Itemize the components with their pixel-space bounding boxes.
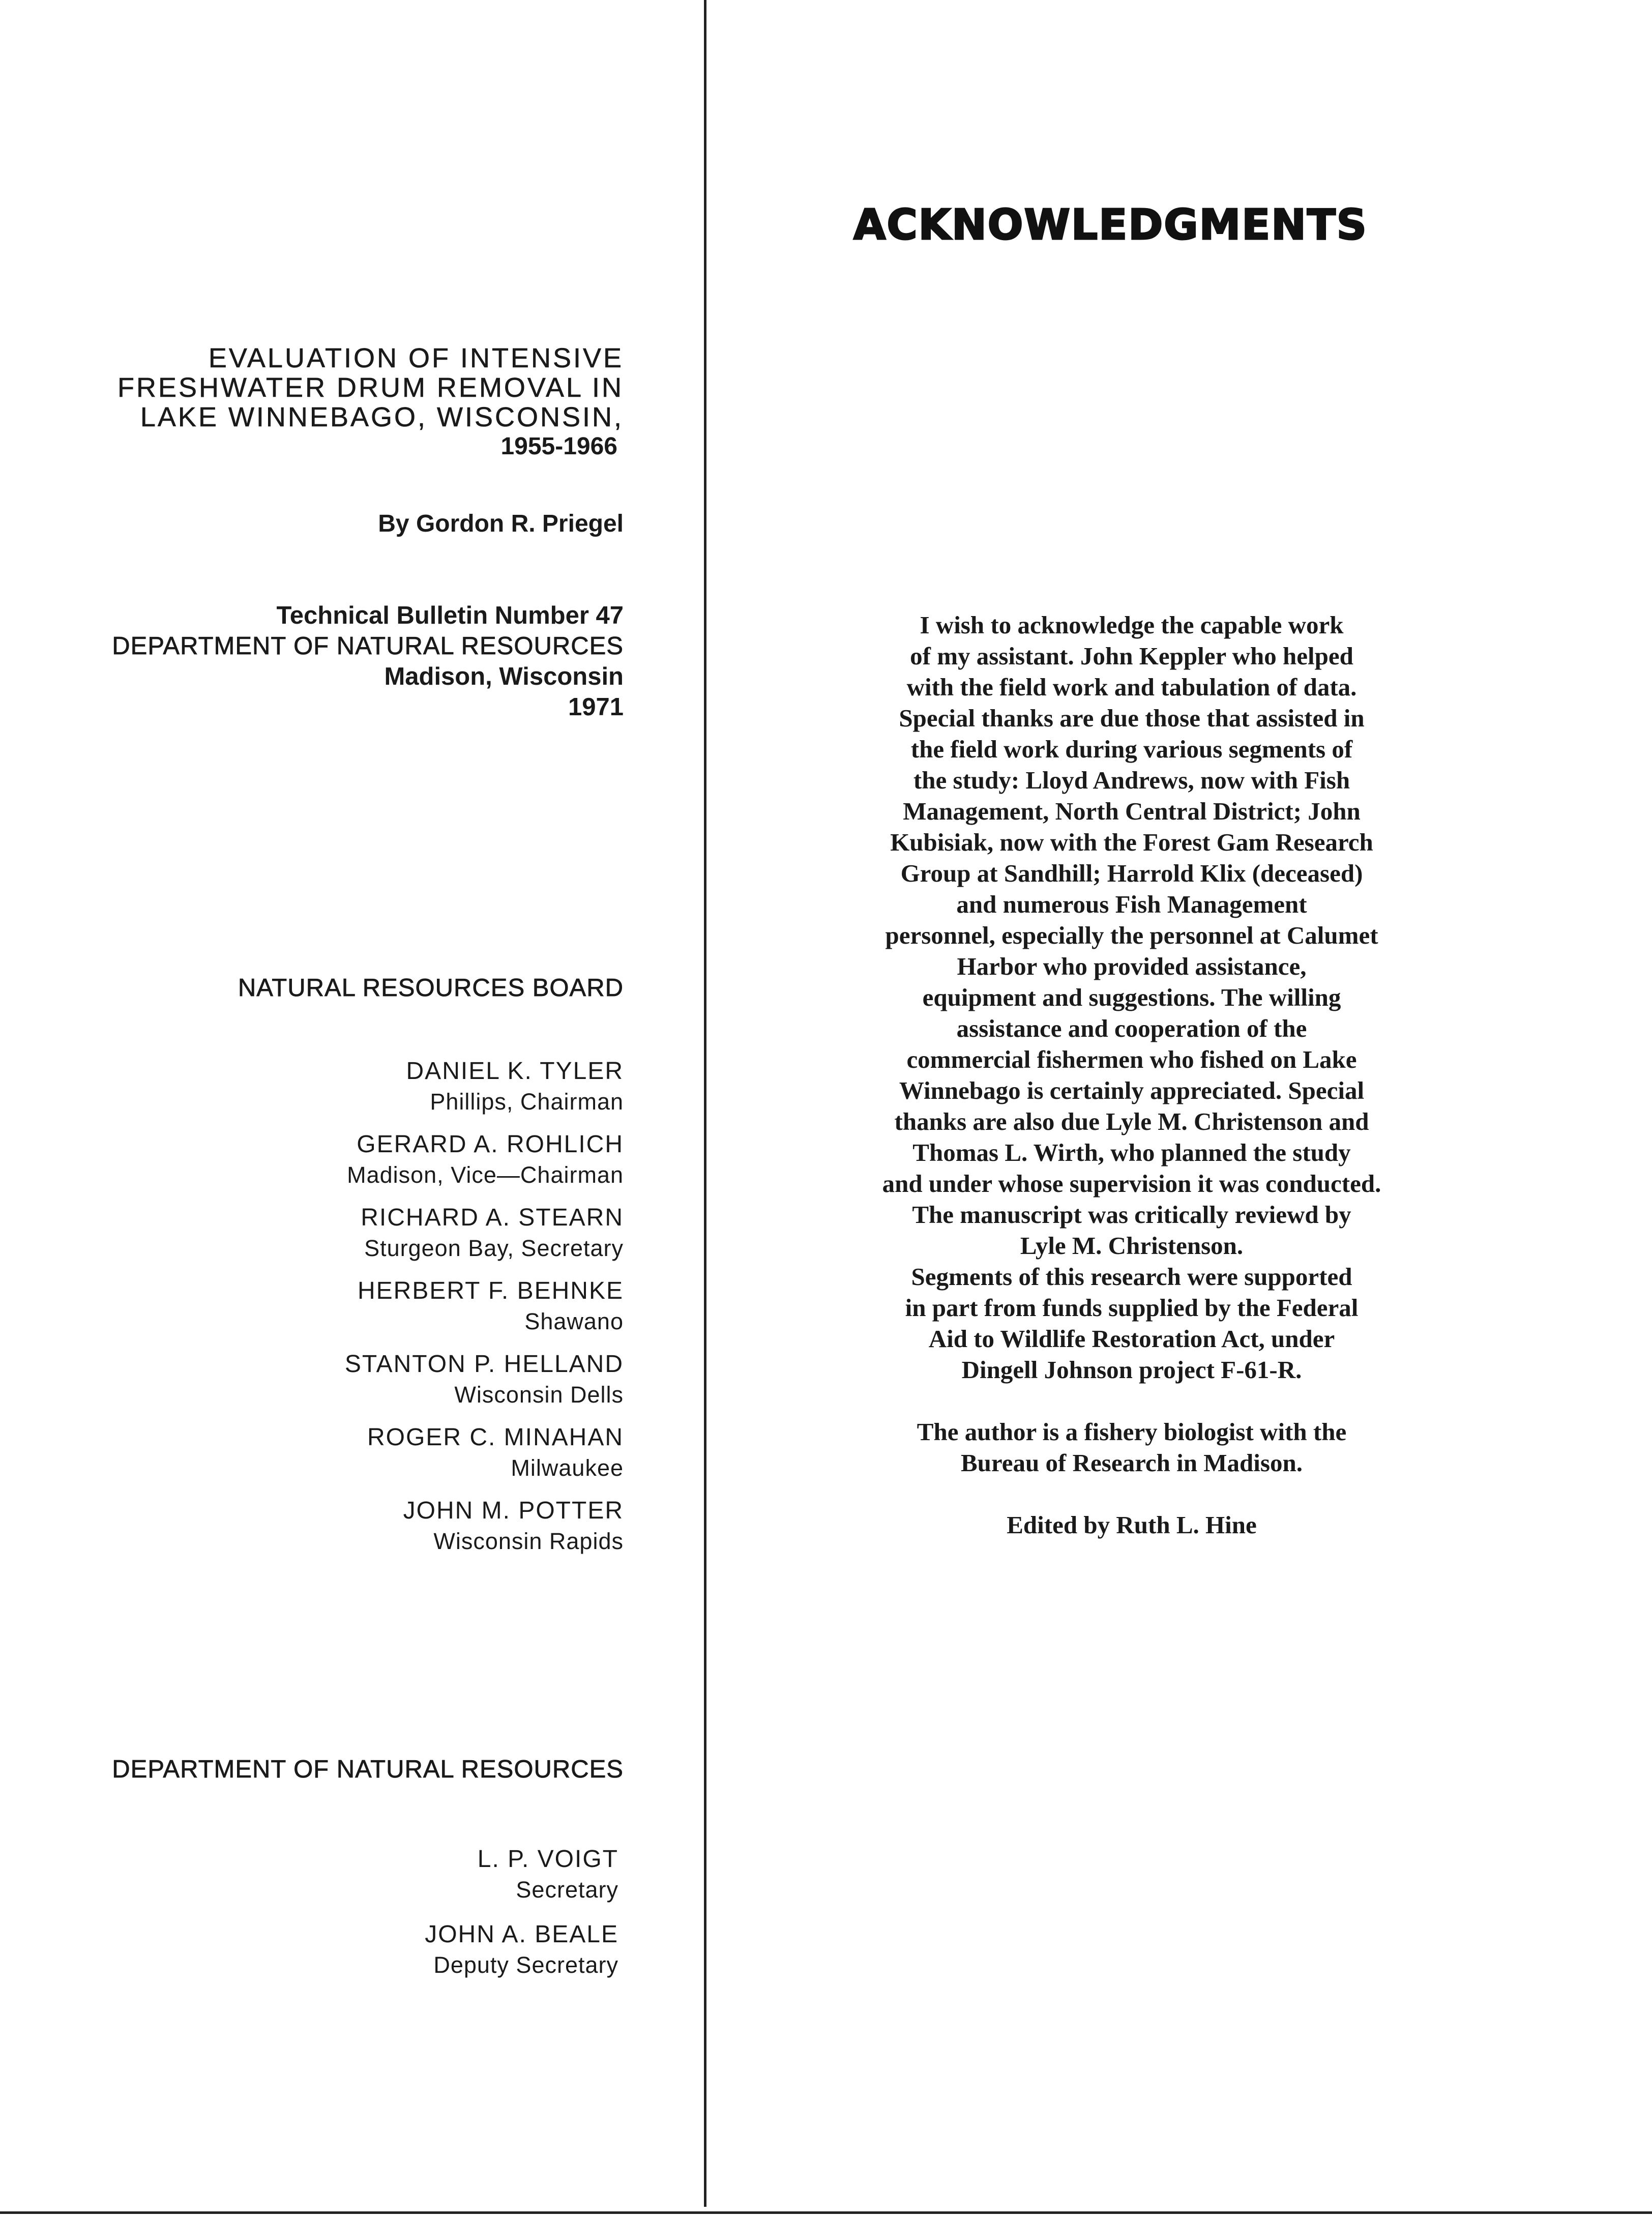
body-line: with the field work and tabulation of data. xyxy=(906,673,1357,701)
title-line: FRESHWATER DRUM REMOVAL IN xyxy=(117,372,624,403)
bulletin-title xyxy=(117,343,624,461)
body-line: Group at Sandhill; Harrold Klix (deceased) xyxy=(900,859,1363,887)
paragraph-gap xyxy=(834,1478,1429,1509)
body-line: Dingell Johnson project F-61-R. xyxy=(961,1356,1302,1384)
body-line: and under whose supervision it was conducted. xyxy=(882,1170,1381,1198)
member-place: Wisconsin Rapids xyxy=(433,1528,624,1554)
body-line: Segments of this research were supported xyxy=(911,1263,1352,1291)
bottom-rule xyxy=(0,2211,1652,2214)
body-line: commercial fishermen who fished on Lake xyxy=(906,1045,1357,1073)
title-years: 1955-1966 xyxy=(500,433,617,460)
body-line: I wish to acknowledge the capable work xyxy=(920,611,1344,639)
body-line: equipment and suggestions. The willing xyxy=(922,983,1341,1011)
board-member xyxy=(345,1056,624,1117)
board-member-list xyxy=(345,1056,624,1569)
body-line: Management, North Central District; John xyxy=(903,797,1361,825)
board-member xyxy=(345,1349,624,1410)
acknowledgments-heading: ACKNOWLEDGMENTS xyxy=(853,201,1368,249)
department-officer xyxy=(425,1919,618,1980)
body-line: Special thanks are due those that assisted in xyxy=(899,704,1365,732)
bulletin-number: Technical Bulletin Number 47 xyxy=(276,602,624,629)
body-line: Lyle M. Christenson. xyxy=(1020,1232,1244,1260)
officer-title: Secretary xyxy=(516,1877,618,1903)
member-place: Sturgeon Bay, Secretary xyxy=(364,1235,624,1261)
author-note-line: Bureau of Research in Madison. xyxy=(961,1449,1303,1477)
publication-info xyxy=(112,600,624,722)
body-line: assistance and cooperation of the xyxy=(956,1014,1307,1042)
member-name: ROGER C. MINAHAN xyxy=(367,1424,624,1451)
member-place: Phillips, Chairman xyxy=(430,1089,624,1115)
member-name: JOHN M. POTTER xyxy=(403,1497,624,1524)
department-officer-list xyxy=(425,1844,618,1995)
officer-name: JOHN A. BEALE xyxy=(425,1921,618,1948)
title-line: EVALUATION OF INTENSIVE xyxy=(208,343,624,373)
member-place: Shawano xyxy=(524,1308,624,1334)
body-line: Harbor who provided assistance, xyxy=(957,952,1307,980)
board-member xyxy=(345,1203,624,1264)
officer-title: Deputy Secretary xyxy=(433,1952,618,1978)
body-line: in part from funds supplied by the Federal xyxy=(905,1294,1359,1322)
publisher-department: DEPARTMENT OF NATURAL RESOURCES xyxy=(112,632,624,660)
board-member xyxy=(345,1496,624,1557)
acknowledgments-body xyxy=(834,609,1429,1540)
editor-credit: Edited by Ruth L. Hine xyxy=(1007,1511,1257,1539)
body-line: and numerous Fish Management xyxy=(956,890,1307,918)
member-name: STANTON P. HELLAND xyxy=(344,1351,624,1378)
member-place: Wisconsin Dells xyxy=(454,1382,624,1408)
member-name: RICHARD A. STEARN xyxy=(361,1204,624,1231)
body-line: thanks are also due Lyle M. Christenson and xyxy=(894,1107,1369,1135)
paragraph-gap xyxy=(834,1385,1429,1416)
author-byline: By Gordon R. Priegel xyxy=(378,510,624,537)
publication-year: 1971 xyxy=(568,693,624,721)
body-line: Thomas L. Wirth, who planned the study xyxy=(912,1139,1351,1166)
board-member xyxy=(345,1276,624,1337)
member-name: GERARD A. ROHLICH xyxy=(357,1131,624,1158)
body-line: Aid to Wildlife Restoration Act, under xyxy=(928,1325,1335,1353)
body-line: of my assistant. John Keppler who helped xyxy=(910,642,1353,670)
publisher-city: Madison, Wisconsin xyxy=(384,663,624,690)
board-member xyxy=(345,1422,624,1483)
member-place: Milwaukee xyxy=(511,1455,624,1481)
body-line: The manuscript was critically reviewd by xyxy=(912,1201,1351,1229)
author-note-line: The author is a fishery biologist with the xyxy=(917,1418,1347,1446)
board-heading: NATURAL RESOURCES BOARD xyxy=(238,974,624,1002)
title-line: LAKE WINNEBAGO, WISCONSIN, xyxy=(140,402,624,432)
member-place: Madison, Vice—Chairman xyxy=(347,1162,624,1188)
board-member xyxy=(345,1129,624,1190)
body-line: personnel, especially the personnel at Calumet xyxy=(885,921,1378,949)
member-name: DANIEL K. TYLER xyxy=(406,1058,624,1085)
officer-name: L. P. VOIGT xyxy=(477,1846,618,1873)
body-line: Kubisiak, now with the Forest Gam Research xyxy=(890,828,1373,856)
department-officer xyxy=(425,1844,618,1905)
body-line: the study: Lloyd Andrews, now with Fish xyxy=(913,766,1350,794)
body-line: Winnebago is certainly appreciated. Special xyxy=(899,1076,1365,1104)
body-line: the field work during various segments of xyxy=(910,735,1353,763)
column-divider xyxy=(704,0,706,2207)
department-heading: DEPARTMENT OF NATURAL RESOURCES xyxy=(112,1756,624,1783)
member-name: HERBERT F. BEHNKE xyxy=(357,1277,624,1304)
